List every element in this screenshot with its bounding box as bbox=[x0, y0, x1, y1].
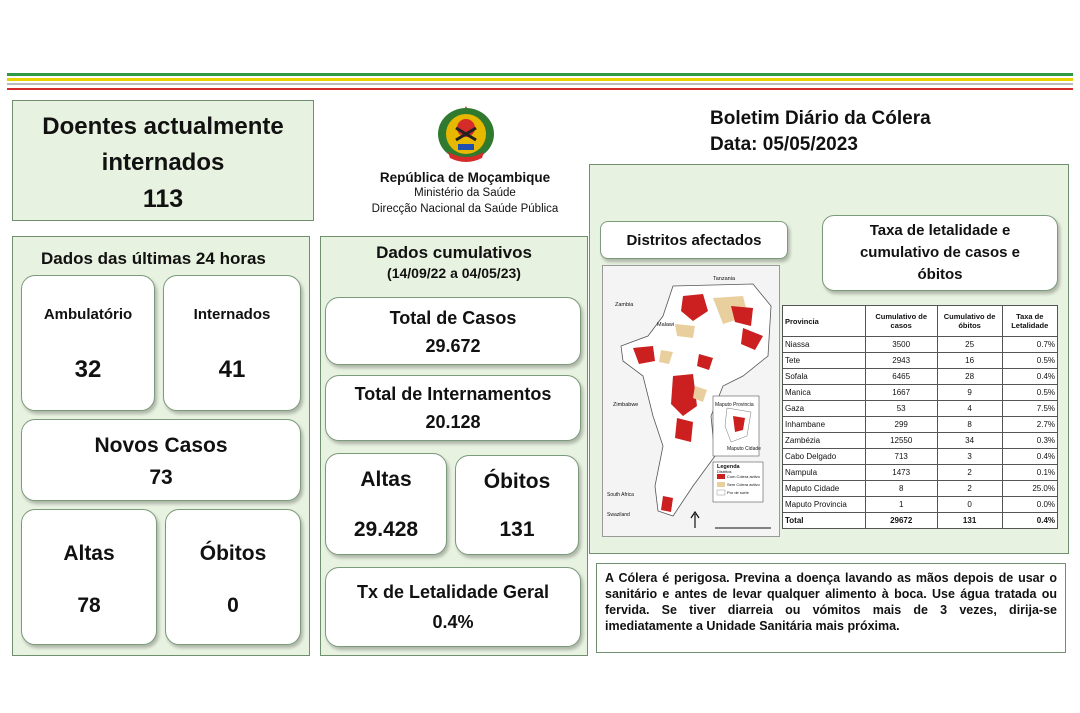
districts-panel bbox=[589, 164, 1069, 554]
cell-deaths: 9 bbox=[937, 385, 1002, 401]
cell-deaths: 3 bbox=[937, 449, 1002, 465]
table-row bbox=[783, 497, 1058, 513]
table-header-row bbox=[783, 306, 1058, 337]
map-legend-sub: Distritos bbox=[717, 469, 732, 474]
table-row bbox=[783, 401, 1058, 417]
cumulative-period: (14/09/22 a 04/05/23) bbox=[387, 265, 521, 281]
lethality-title-3: óbitos bbox=[917, 266, 963, 283]
cell-province: Cabo Delgado bbox=[783, 449, 866, 465]
table-row bbox=[783, 449, 1058, 465]
altas-24h-card bbox=[21, 509, 157, 645]
ambulatorio-card bbox=[21, 275, 155, 411]
cell-province: Gaza bbox=[783, 401, 866, 417]
cell-deaths: 25 bbox=[937, 337, 1002, 353]
header-obitos: Cumulativo de óbitos bbox=[937, 306, 1002, 337]
novos-casos-label: Novos Casos bbox=[94, 434, 228, 457]
table-row bbox=[783, 433, 1058, 449]
table-row bbox=[783, 369, 1058, 385]
obitos-24h-label: Óbitos bbox=[199, 542, 267, 565]
cell-province: Inhambane bbox=[783, 417, 866, 433]
lethality-title-2: cumulativo de casos e bbox=[859, 244, 1021, 261]
bulletin-title: Boletim Diário da Cólera bbox=[710, 108, 931, 129]
internados-card bbox=[163, 275, 301, 411]
altas-cum-card bbox=[325, 453, 447, 555]
cell-rate: 0.5% bbox=[1002, 353, 1057, 369]
map-label-malawi: Malawi bbox=[657, 322, 675, 328]
cell-cases: 6465 bbox=[865, 369, 937, 385]
altas-cum-label: Altas bbox=[360, 468, 412, 491]
cell-deaths: 28 bbox=[937, 369, 1002, 385]
cell-cases: 1667 bbox=[865, 385, 937, 401]
lethality-table bbox=[782, 305, 1058, 529]
header-casos: Cumulativo de casos bbox=[865, 306, 937, 337]
advice-box bbox=[596, 563, 1066, 653]
cell-rate: 0.4% bbox=[1002, 369, 1057, 385]
cell-deaths: 0 bbox=[937, 497, 1002, 513]
lethality-title-box bbox=[822, 215, 1058, 291]
cell-cases: 1473 bbox=[865, 465, 937, 481]
cell-deaths: 34 bbox=[937, 433, 1002, 449]
lethality-title-1: Taxa de letalidade e bbox=[869, 222, 1011, 239]
total-internamentos-label: Total de Internamentos bbox=[354, 384, 552, 404]
table-total-row bbox=[783, 513, 1058, 529]
altas-cum-value: 29.428 bbox=[353, 518, 419, 541]
cell-deaths: 4 bbox=[937, 401, 1002, 417]
map-label-maputo: Maputo Provincia bbox=[715, 402, 754, 408]
mozambique-map bbox=[602, 265, 780, 537]
stripe-yellow bbox=[7, 78, 1073, 81]
cell-cases: 2943 bbox=[865, 353, 937, 369]
cell-cases: 713 bbox=[865, 449, 937, 465]
internados-value: 41 bbox=[218, 356, 246, 383]
lethality-table-wrap bbox=[782, 305, 1058, 529]
cell-cases: 299 bbox=[865, 417, 937, 433]
letalidade-geral-label: Tx de Letalidade Geral bbox=[356, 582, 550, 602]
cell-deaths: 8 bbox=[937, 417, 1002, 433]
cell-cases: 53 bbox=[865, 401, 937, 417]
map-legend-none: Por de sorte bbox=[727, 490, 749, 495]
cell-cases: 1 bbox=[865, 497, 937, 513]
novos-casos-value: 73 bbox=[149, 466, 173, 489]
total-internamentos-value: 20.128 bbox=[425, 412, 481, 432]
total-casos-value: 29.672 bbox=[425, 336, 481, 356]
total-casos-card bbox=[325, 297, 581, 365]
cell-province: Zambézia bbox=[783, 433, 866, 449]
cell-deaths: 2 bbox=[937, 481, 1002, 497]
header-provincia: Provincia bbox=[783, 306, 866, 337]
hospitalized-label-2: internados bbox=[101, 149, 225, 176]
total-casos-label: Total de Casos bbox=[389, 308, 517, 328]
obitos-cum-value: 131 bbox=[499, 518, 535, 541]
table-row bbox=[783, 385, 1058, 401]
cell-rate: 2.7% bbox=[1002, 417, 1057, 433]
cell-rate: 7.5% bbox=[1002, 401, 1057, 417]
map-label-zambia: Zambia bbox=[615, 302, 634, 308]
cell-total-cases: 29672 bbox=[865, 513, 937, 529]
letalidade-geral-value: 0.4% bbox=[432, 612, 474, 632]
ministry-name: Ministério da Saúde bbox=[414, 187, 516, 199]
cell-cases: 12550 bbox=[865, 433, 937, 449]
ambulatorio-label: Ambulatório bbox=[43, 306, 133, 323]
districts-title-box bbox=[600, 221, 788, 259]
internados-label: Internados bbox=[193, 306, 271, 323]
cell-rate: 0.4% bbox=[1002, 449, 1057, 465]
cell-province: Maputo Cidade bbox=[783, 481, 866, 497]
map-label-maputo-cidade: Maputo Cidade bbox=[727, 446, 761, 452]
header-letalidade: Taxa de Letalidade bbox=[1002, 306, 1057, 337]
republic-name: República de Moçambique bbox=[379, 170, 551, 185]
map-legend-title: Legenda bbox=[717, 464, 740, 470]
hospitalized-value: 113 bbox=[142, 185, 184, 213]
cumulative-panel bbox=[320, 236, 588, 656]
map-label-south-africa: South Africa bbox=[607, 492, 634, 498]
stripe-green bbox=[7, 73, 1073, 76]
altas-24h-value: 78 bbox=[77, 594, 101, 617]
cell-rate: 0.5% bbox=[1002, 385, 1057, 401]
mozambique-emblem-icon bbox=[434, 100, 498, 166]
ambulatorio-value: 32 bbox=[74, 356, 102, 383]
cell-province: Niassa bbox=[783, 337, 866, 353]
letalidade-geral-card bbox=[325, 567, 581, 647]
cell-province: Tete bbox=[783, 353, 866, 369]
districts-title: Distritos afectados bbox=[626, 232, 762, 249]
map-legend-active: Com Cólera activo bbox=[727, 474, 760, 479]
altas-24h-label: Altas bbox=[63, 542, 115, 565]
stripe-red bbox=[7, 88, 1073, 90]
obitos-cum-label: Óbitos bbox=[483, 470, 551, 493]
cell-province: Maputo Provincia bbox=[783, 497, 866, 513]
cell-rate: 0.3% bbox=[1002, 433, 1057, 449]
cell-rate: 0.7% bbox=[1002, 337, 1057, 353]
table-row bbox=[783, 337, 1058, 353]
last24-panel bbox=[12, 236, 310, 656]
total-internamentos-card bbox=[325, 375, 581, 441]
cell-cases: 8 bbox=[865, 481, 937, 497]
advice-text: A Cólera é perigosa. Previna a doença lavando as mãos depois de usar o sanitário e antes de levar qualquer alimento à boca. Use água tratada ou fervida. Se tiver diarreia ou vómitos mais de 3 vezes, dirija-se imediatamente a Unidade Sanitária mais próxima. bbox=[605, 571, 1057, 633]
novos-casos-card bbox=[21, 419, 301, 501]
obitos-cum-card bbox=[455, 455, 579, 555]
stripe-grey bbox=[7, 83, 1073, 85]
cell-total-label: Total bbox=[783, 513, 866, 529]
directorate-name: Direcção Nacional da Saúde Pública bbox=[371, 203, 559, 215]
cell-province: Sofala bbox=[783, 369, 866, 385]
map-label-swaziland: Swaziland bbox=[607, 512, 630, 518]
cell-total-deaths: 131 bbox=[937, 513, 1002, 529]
hospitalized-box bbox=[12, 100, 314, 221]
obitos-24h-card bbox=[165, 509, 301, 645]
table-row bbox=[783, 465, 1058, 481]
obitos-24h-value: 0 bbox=[227, 594, 239, 617]
cell-province: Manica bbox=[783, 385, 866, 401]
table-row bbox=[783, 417, 1058, 433]
map-label-tanzania: Tanzania bbox=[713, 276, 736, 282]
hospitalized-label-1: Doentes actualmente bbox=[42, 113, 284, 140]
cell-rate: 25.0% bbox=[1002, 481, 1057, 497]
cell-cases: 3500 bbox=[865, 337, 937, 353]
map-legend-past: Sem Cólera activo bbox=[727, 482, 760, 487]
table-row bbox=[783, 353, 1058, 369]
bulletin-date: Data: 05/05/2023 bbox=[710, 134, 858, 155]
cell-rate: 0.1% bbox=[1002, 465, 1057, 481]
cell-province: Nampula bbox=[783, 465, 866, 481]
cumulative-title: Dados cumulativos bbox=[376, 243, 532, 262]
table-row bbox=[783, 481, 1058, 497]
cell-deaths: 16 bbox=[937, 353, 1002, 369]
map-label-zimbabwe: Zimbabwe bbox=[613, 402, 639, 408]
last24-title: Dados das últimas 24 horas bbox=[41, 249, 266, 268]
cell-total-rate: 0.4% bbox=[1002, 513, 1057, 529]
cell-deaths: 2 bbox=[937, 465, 1002, 481]
cell-rate: 0.0% bbox=[1002, 497, 1057, 513]
